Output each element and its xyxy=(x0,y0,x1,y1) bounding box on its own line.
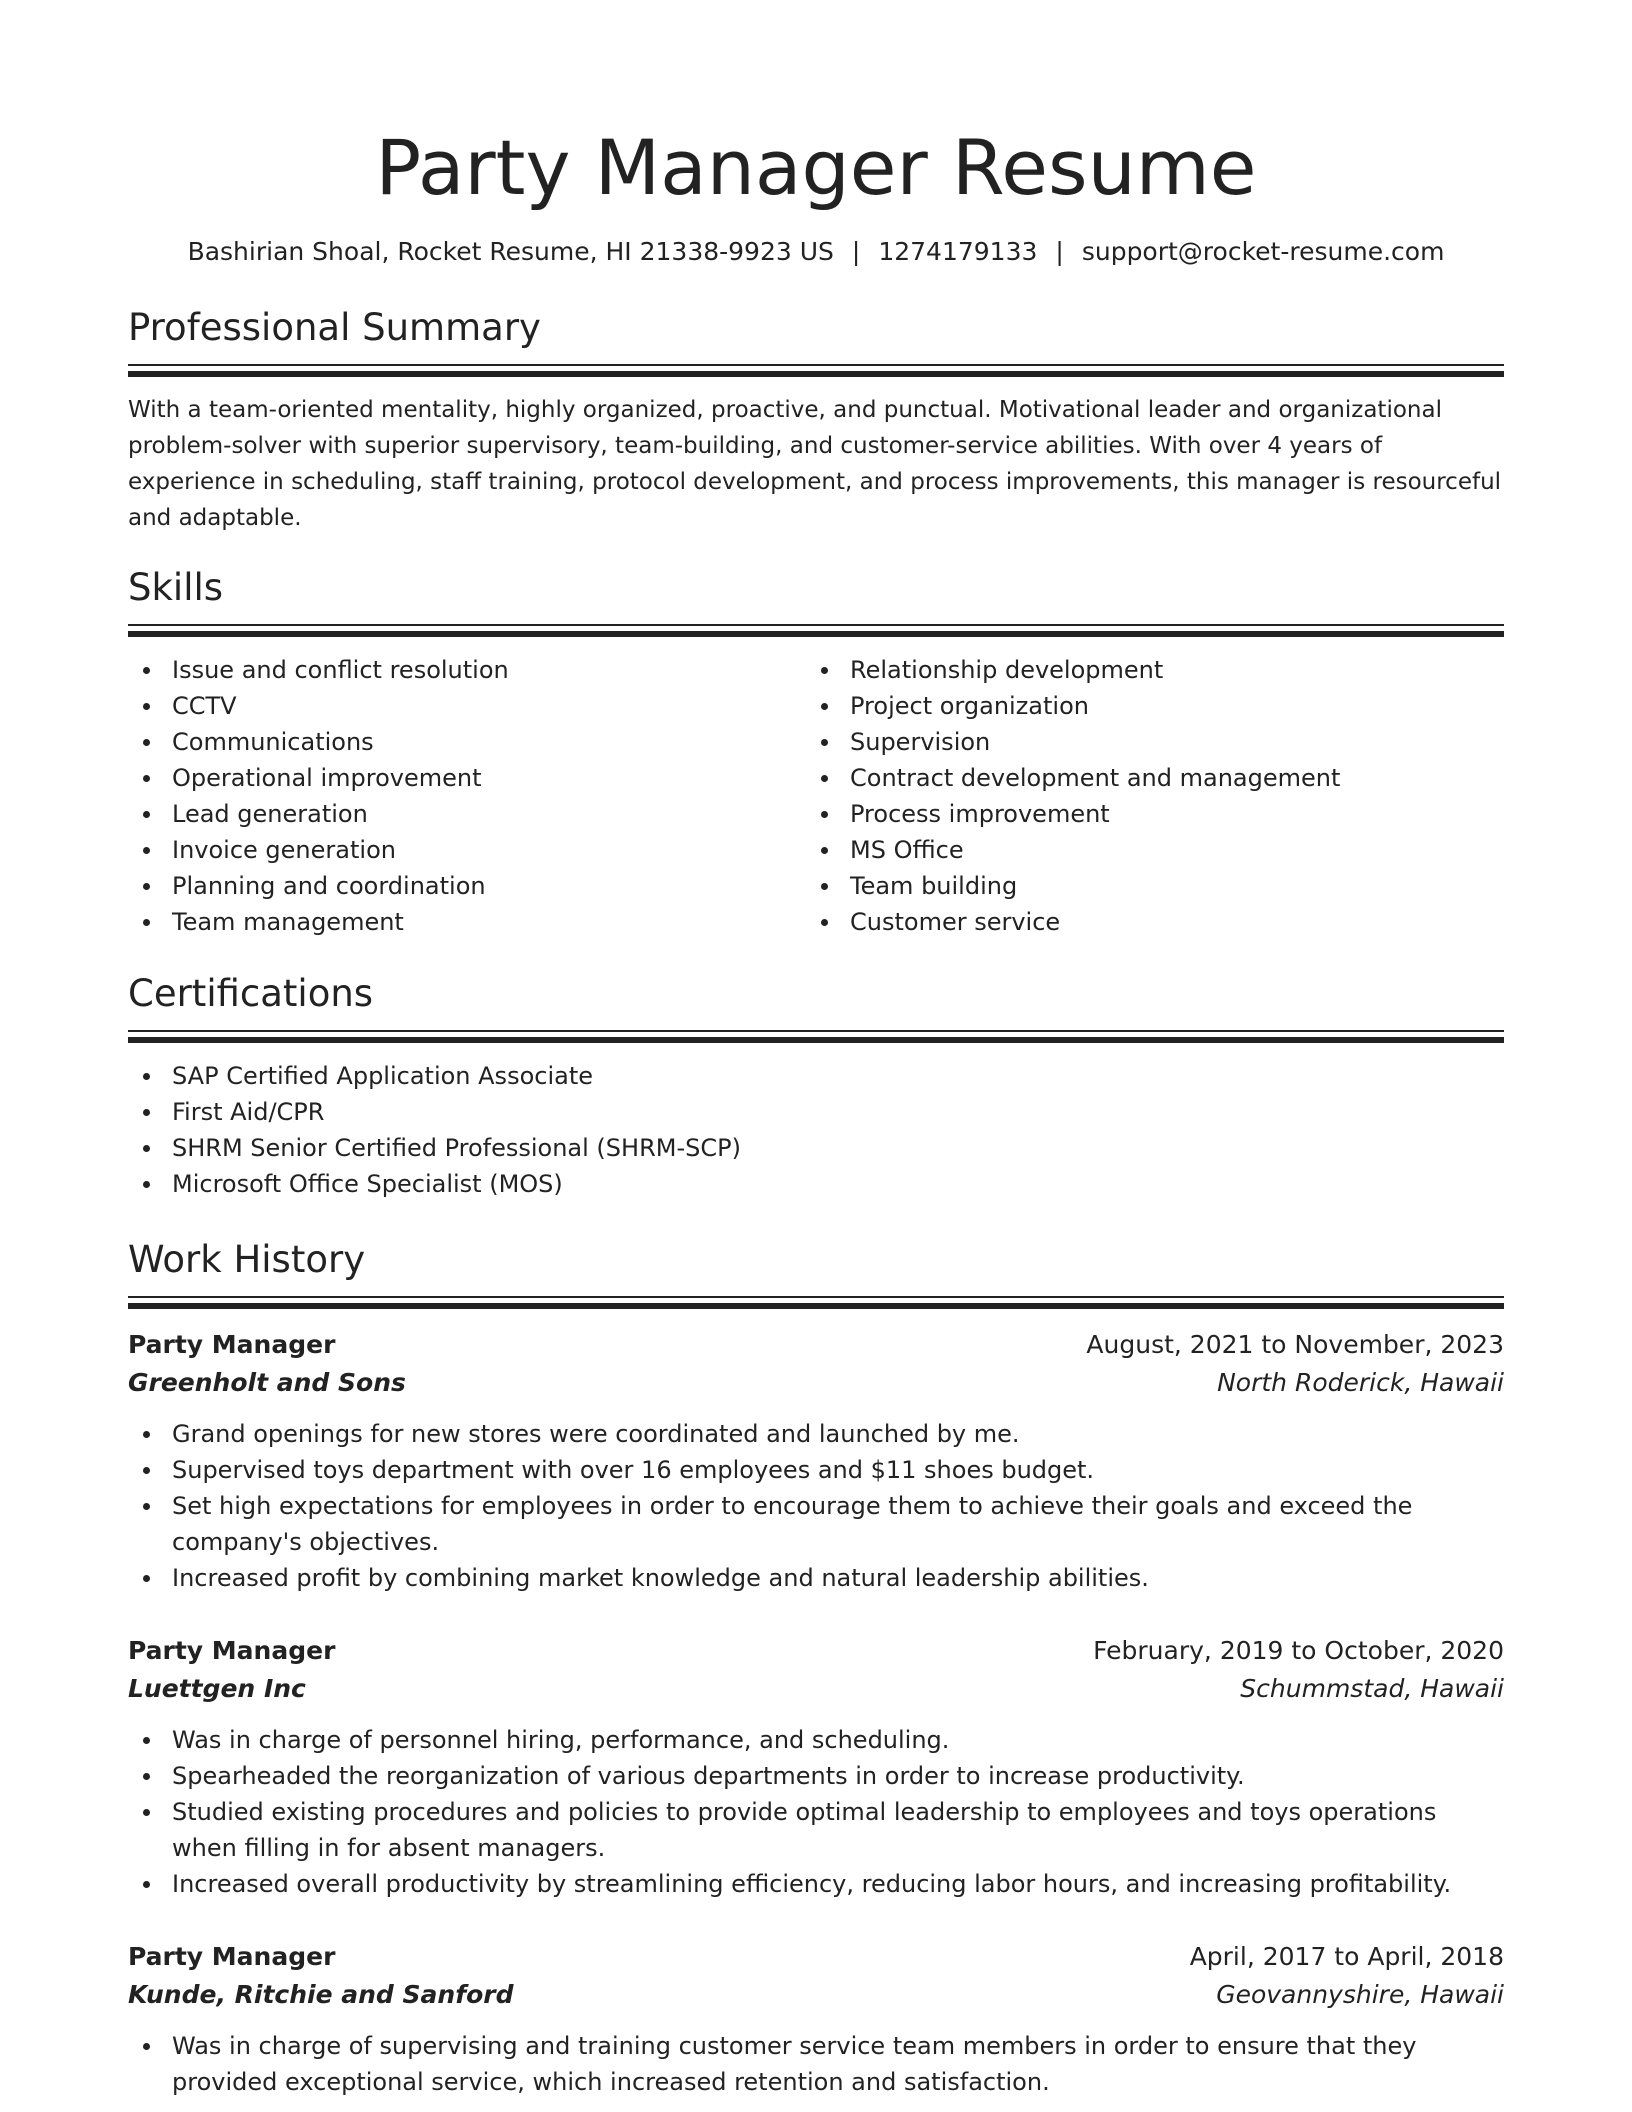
job-location: North Roderick, Hawaii xyxy=(1217,1368,1504,1397)
job-bullet: Was in charge of supervising and training customer service team members in order to ensure that they provided exceptional service, which increased retention and satisfaction. xyxy=(128,2028,1504,2100)
skill-item: Relationship development xyxy=(806,652,1484,688)
summary-text: With a team-oriented mentality, highly organized, proactive, and punctual. Motivational leader and organizational problem-solver with superior supervisory, team-building, and customer-service abilities. With over 4 years of experience in scheduling, staff training, protocol development, and process improvements, this manager is resourceful and adaptable. xyxy=(128,397,1502,531)
work-history-section xyxy=(128,1236,1504,2100)
job-header xyxy=(128,1326,1504,1364)
job-bullets xyxy=(128,1416,1504,1596)
job-bullets xyxy=(128,2028,1504,2100)
job-bullet: Increased overall productivity by streamlining efficiency, reducing labor hours, and increasing profitability. xyxy=(128,1866,1504,1902)
job-company: Luettgen Inc xyxy=(128,1674,306,1703)
certification-item: Microsoft Office Specialist (MOS) xyxy=(128,1166,1504,1202)
section-divider xyxy=(128,1030,1504,1046)
contact-phone: 1274179133 xyxy=(878,237,1038,266)
skills-section xyxy=(128,564,1504,940)
skills-grid xyxy=(128,652,1504,940)
skill-item: Issue and conflict resolution xyxy=(128,652,806,688)
skill-item: MS Office xyxy=(806,832,1484,868)
skill-item: Invoice generation xyxy=(128,832,806,868)
section-divider xyxy=(128,1296,1504,1312)
skill-item: Operational improvement xyxy=(128,760,806,796)
job-subheader xyxy=(128,1364,1504,1402)
resume-page xyxy=(128,0,1504,2100)
section-divider xyxy=(128,364,1504,380)
job-subheader xyxy=(128,1976,1504,2014)
job-location: Geovannyshire, Hawaii xyxy=(1216,1980,1504,2009)
certifications-heading: Certifications xyxy=(128,972,374,1015)
job-company: Kunde, Ritchie and Sanford xyxy=(128,1980,514,2009)
skill-item: Project organization xyxy=(806,688,1484,724)
job-bullet: Spearheaded the reorganization of various departments in order to increase productivity. xyxy=(128,1758,1504,1794)
job-title: Party Manager xyxy=(128,1636,336,1665)
job-entry xyxy=(128,1632,1504,1902)
section-divider xyxy=(128,624,1504,640)
job-bullet: Studied existing procedures and policies to provide optimal leadership to employees and toys operations when filling in for absent managers. xyxy=(128,1794,1504,1866)
certification-item: SAP Certified Application Associate xyxy=(128,1058,1504,1094)
skill-item: Process improvement xyxy=(806,796,1484,832)
skill-item: Lead generation xyxy=(128,796,806,832)
contact-line xyxy=(128,234,1504,270)
job-title: Party Manager xyxy=(128,1942,336,1971)
job-bullet: Set high expectations for employees in order to encourage them to achieve their goals and exceed the company's objectives. xyxy=(128,1488,1504,1560)
job-bullet: Grand openings for new stores were coordinated and launched by me. xyxy=(128,1416,1504,1452)
job-bullet: Increased profit by combining market knowledge and natural leadership abilities. xyxy=(128,1560,1504,1596)
skill-item: Customer service xyxy=(806,904,1484,940)
skill-item: Communications xyxy=(128,724,806,760)
skills-list-right xyxy=(806,652,1484,940)
job-dates: August, 2021 to November, 2023 xyxy=(1086,1330,1504,1359)
work-history-heading: Work History xyxy=(128,1238,366,1281)
skill-item: Planning and coordination xyxy=(128,868,806,904)
skill-item: Contract development and management xyxy=(806,760,1484,796)
job-header xyxy=(128,1632,1504,1670)
job-bullets xyxy=(128,1722,1504,1902)
job-bullet: Was in charge of personnel hiring, performance, and scheduling. xyxy=(128,1722,1504,1758)
contact-email: support@rocket-resume.com xyxy=(1081,237,1445,266)
contact-address: Bashirian Shoal, Rocket Resume, HI 21338-9923 US xyxy=(187,237,834,266)
job-entry xyxy=(128,1938,1504,2100)
skills-list-left xyxy=(128,652,806,940)
job-entry xyxy=(128,1326,1504,1596)
skill-item: Team building xyxy=(806,868,1484,904)
skills-heading: Skills xyxy=(128,566,224,609)
certification-item: First Aid/CPR xyxy=(128,1094,1504,1130)
job-title: Party Manager xyxy=(128,1330,336,1359)
job-header xyxy=(128,1938,1504,1976)
job-subheader xyxy=(128,1670,1504,1708)
page-title: Party Manager Resume xyxy=(375,123,1257,212)
job-dates: April, 2017 to April, 2018 xyxy=(1189,1942,1504,1971)
job-dates: February, 2019 to October, 2020 xyxy=(1093,1636,1504,1665)
skill-item: Supervision xyxy=(806,724,1484,760)
summary-heading: Professional Summary xyxy=(128,306,541,349)
contact-separator: | xyxy=(851,237,861,266)
summary-section xyxy=(128,304,1504,536)
certifications-list xyxy=(128,1058,1504,1202)
certifications-section xyxy=(128,970,1504,1202)
certification-item: SHRM Senior Certified Professional (SHRM-SCP) xyxy=(128,1130,1504,1166)
job-bullet: Supervised toys department with over 16 employees and $11 shoes budget. xyxy=(128,1452,1504,1488)
contact-separator: | xyxy=(1055,237,1064,266)
job-company: Greenholt and Sons xyxy=(128,1368,406,1397)
skill-item: Team management xyxy=(128,904,806,940)
skill-item: CCTV xyxy=(128,688,806,724)
job-location: Schummstad, Hawaii xyxy=(1240,1674,1504,1703)
